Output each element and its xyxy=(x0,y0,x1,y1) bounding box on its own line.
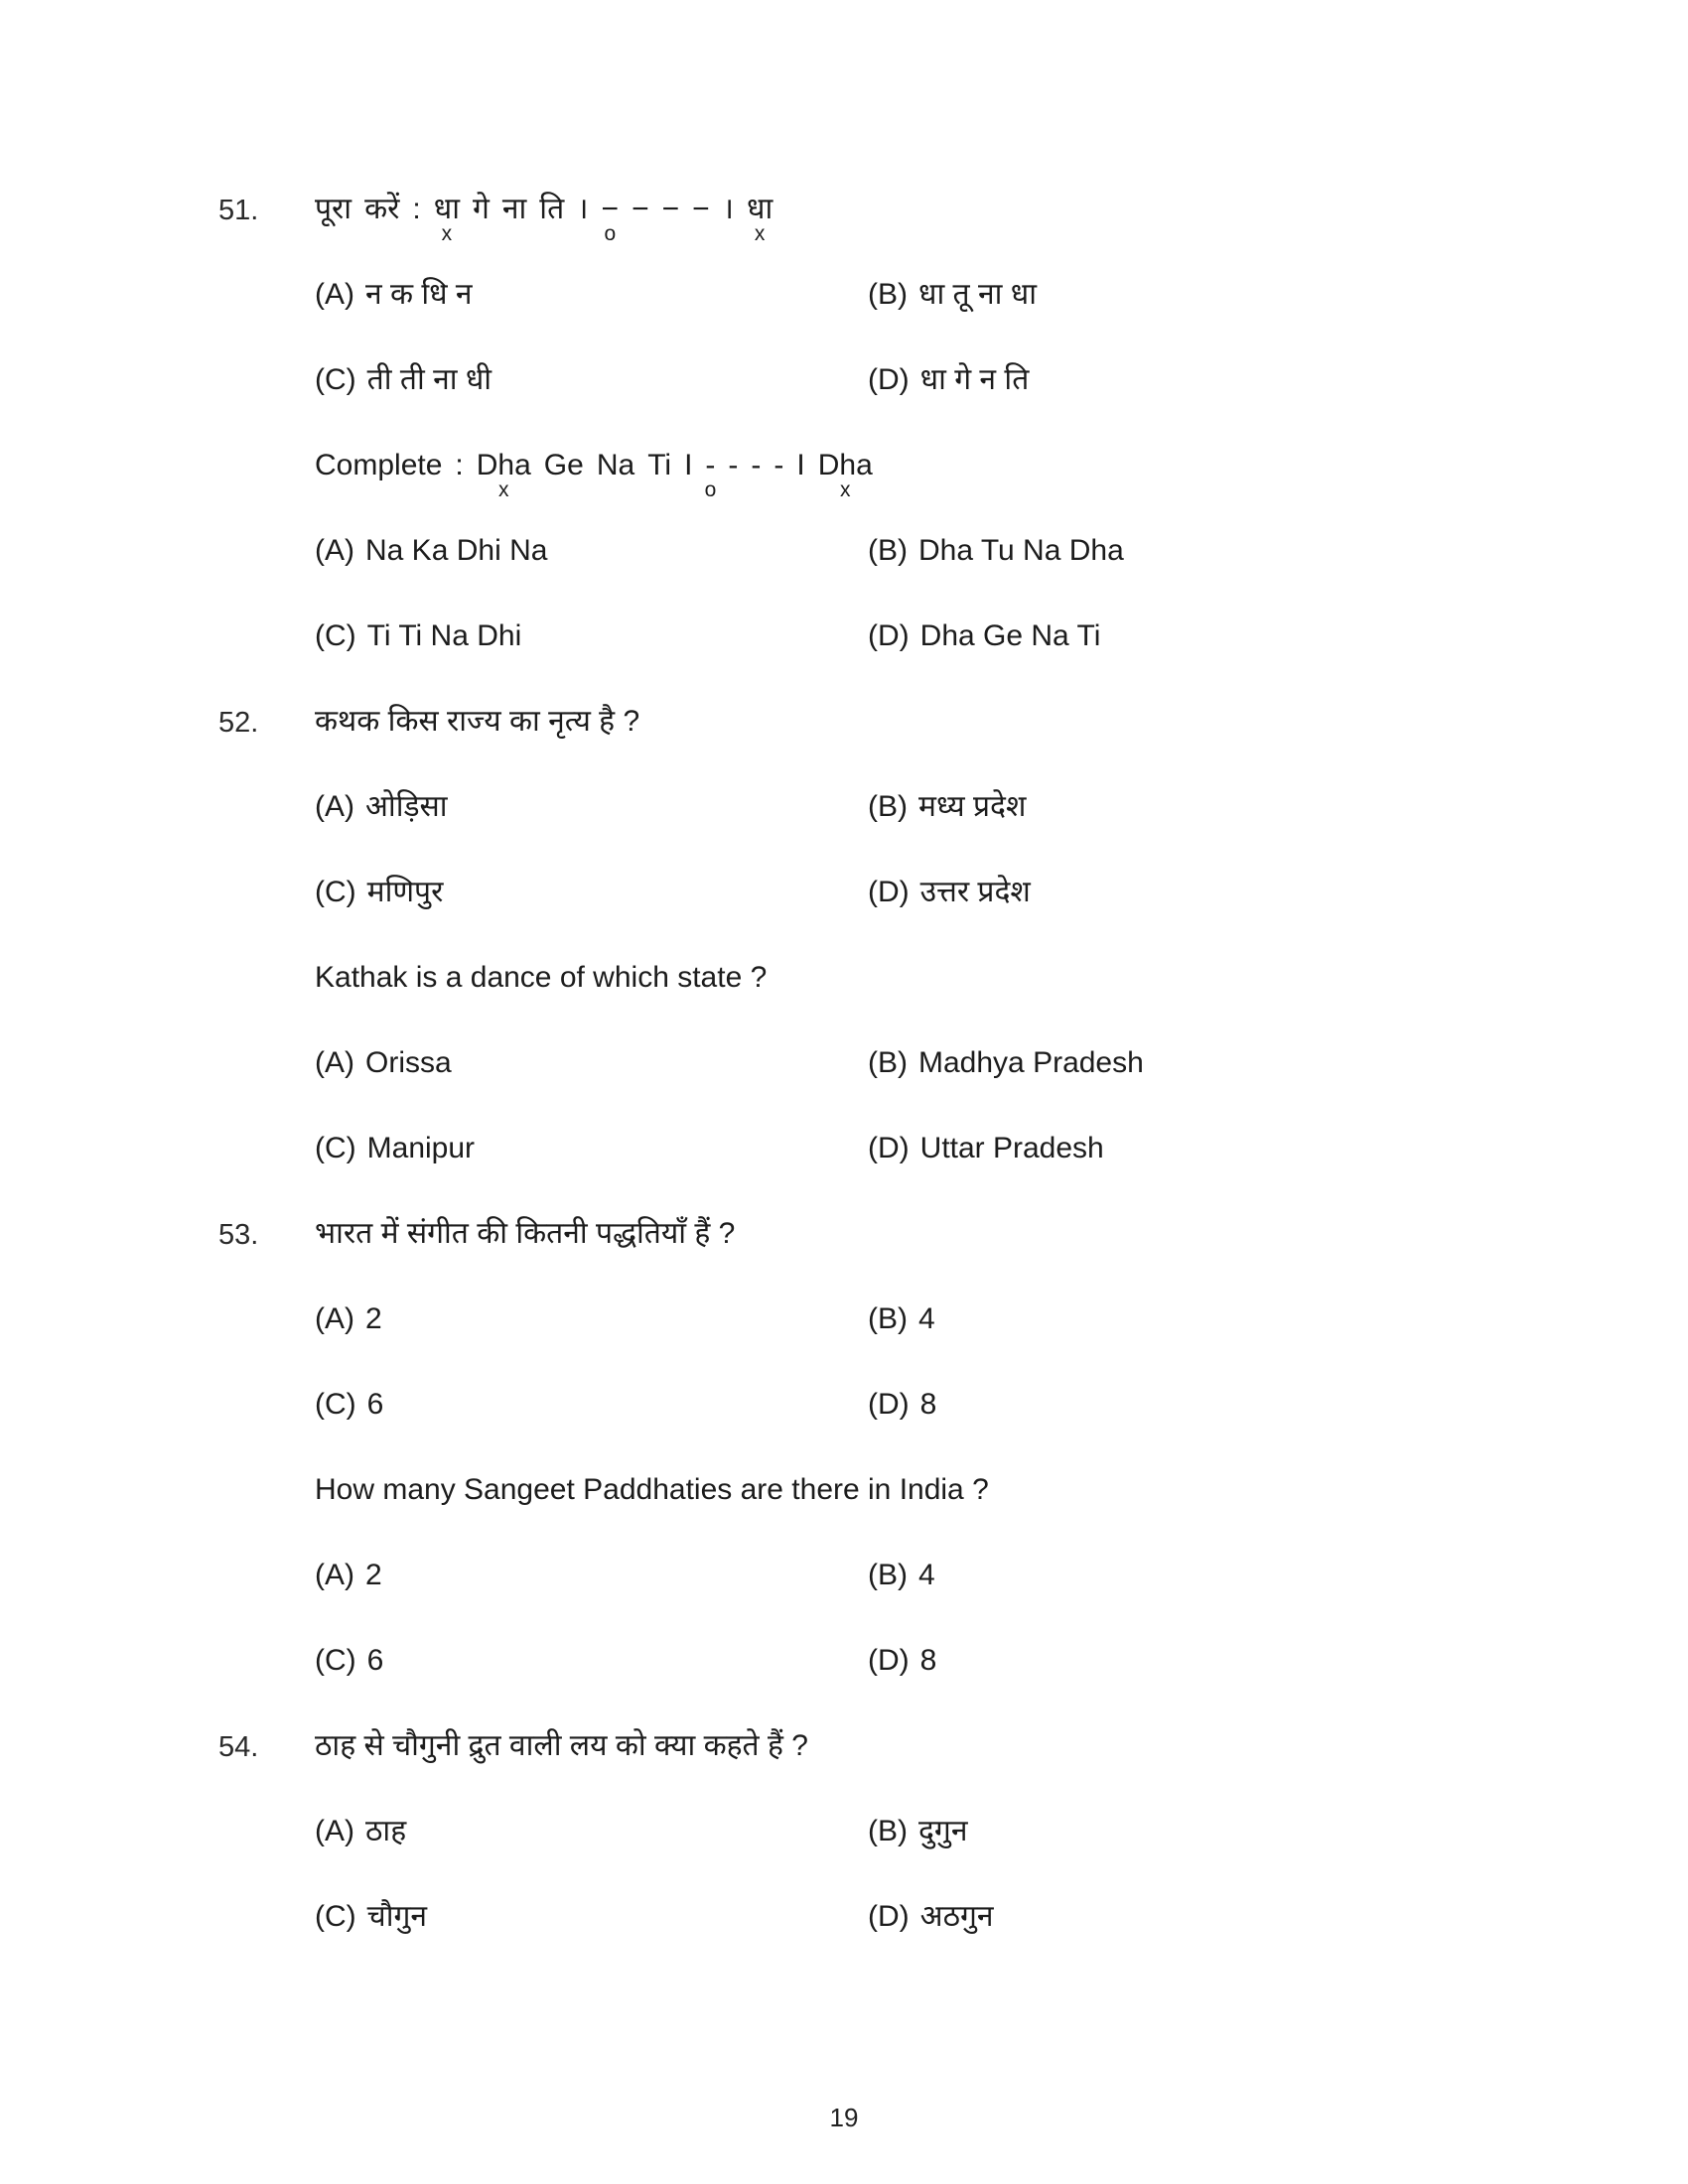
notation-token xyxy=(684,443,692,488)
option-text: धा गे न ति xyxy=(919,363,1030,396)
option-left xyxy=(315,1382,868,1428)
question-row xyxy=(218,187,1499,245)
notation-token xyxy=(473,187,490,232)
notation-main: Dha xyxy=(476,449,531,481)
option-text: न क धि न xyxy=(365,278,473,311)
notation-main: Ti xyxy=(647,449,672,481)
option-label: (C) xyxy=(315,1644,356,1677)
option-label: (D) xyxy=(868,363,910,396)
option-label: (A) xyxy=(315,278,354,311)
option-label: (C) xyxy=(315,1132,356,1164)
notation-main: Ge xyxy=(543,449,584,481)
notation-main: करें xyxy=(364,193,400,225)
question-row xyxy=(218,1723,1499,1769)
option-label: (C) xyxy=(315,619,356,652)
option-label: (B) xyxy=(868,1815,908,1847)
notation-main: धा xyxy=(433,193,460,225)
option-label: (D) xyxy=(868,876,910,908)
question-text: कथक किस राज्य का नृत्य है ? xyxy=(315,705,640,738)
option-text: ठाह xyxy=(365,1815,407,1847)
option-text: Dha Ge Na Ti xyxy=(919,619,1101,652)
notation-main: : xyxy=(412,193,421,225)
notation-token xyxy=(544,443,584,488)
notation-main: Na xyxy=(596,449,635,481)
question-number: 51. xyxy=(218,195,259,226)
option-text: Orissa xyxy=(365,1046,452,1079)
question-text: Kathak is a dance of which state ? xyxy=(315,961,768,994)
options-row xyxy=(218,1894,1499,1940)
notation-token xyxy=(747,187,774,245)
option-right xyxy=(868,1553,1499,1598)
option-right xyxy=(868,614,1499,659)
question-number: 52. xyxy=(218,707,259,739)
notation-main: I xyxy=(796,449,805,481)
option-right xyxy=(868,784,1499,830)
notation-token xyxy=(774,443,783,488)
option-label: (D) xyxy=(868,1900,910,1933)
options-row xyxy=(218,272,1499,318)
option-label: (B) xyxy=(868,1559,908,1591)
option-label: (B) xyxy=(868,534,908,567)
option-text: 6 xyxy=(366,1388,384,1421)
option-label: (C) xyxy=(315,876,356,908)
notation-main: ति xyxy=(539,193,565,225)
option-text: Ti Ti Na Dhi xyxy=(366,619,522,652)
notation-token xyxy=(412,187,420,232)
notation-sub-marker: x xyxy=(840,478,851,501)
option-label: (B) xyxy=(868,1302,908,1335)
notation-token xyxy=(632,187,649,232)
option-label: (C) xyxy=(315,363,356,396)
option-right xyxy=(868,1382,1499,1428)
question-text: भारत में संगीत की कितनी पद्धतियाँ हैं ? xyxy=(315,1217,736,1250)
question-row xyxy=(218,699,1499,745)
option-text: 6 xyxy=(366,1644,384,1677)
options-row xyxy=(218,1126,1499,1171)
option-left xyxy=(315,1894,868,1940)
option-text: 4 xyxy=(918,1559,935,1591)
options-row xyxy=(218,1297,1499,1342)
option-text: ती ती ना धी xyxy=(366,363,492,396)
notation-token xyxy=(597,443,634,488)
notation-token xyxy=(315,187,352,232)
option-left xyxy=(315,784,868,830)
notation-main: - xyxy=(705,449,716,481)
option-right xyxy=(868,528,1499,574)
option-right xyxy=(868,870,1499,915)
options-row xyxy=(218,528,1499,574)
notation-token xyxy=(692,187,710,232)
question-number: 54. xyxy=(218,1731,259,1763)
notation-token xyxy=(704,443,717,501)
question-text: How many Sangeet Paddhaties are there in India ? xyxy=(315,1473,989,1506)
option-text: दुगुन xyxy=(918,1815,968,1847)
question-rows xyxy=(218,187,1499,1979)
notation-main: Complete xyxy=(315,449,443,481)
notation-token xyxy=(817,443,873,501)
option-text: उत्तर प्रदेश xyxy=(919,876,1031,908)
option-label: (A) xyxy=(315,790,354,823)
option-right xyxy=(868,1040,1499,1086)
option-label: (C) xyxy=(315,1388,356,1421)
option-label: (C) xyxy=(315,1900,356,1933)
options-row xyxy=(218,1809,1499,1854)
option-left xyxy=(315,272,868,318)
option-label: (B) xyxy=(868,278,908,311)
option-text: ओड़िसा xyxy=(365,790,448,823)
notation-token xyxy=(577,187,588,232)
option-right xyxy=(868,1638,1499,1684)
options-row xyxy=(218,614,1499,659)
option-left xyxy=(315,1297,868,1342)
notation-token xyxy=(455,443,463,488)
option-label: (B) xyxy=(868,1046,908,1079)
option-left xyxy=(315,870,868,915)
option-text: चौगुन xyxy=(366,1900,428,1933)
option-text: धा तू ना धा xyxy=(918,278,1037,311)
option-text: अठगुन xyxy=(919,1900,994,1933)
option-right xyxy=(868,1894,1499,1940)
options-row xyxy=(218,1638,1499,1684)
notation-main: I xyxy=(684,449,693,481)
notation-main: − xyxy=(632,193,649,225)
notation-sub-marker: o xyxy=(704,478,717,501)
options-row xyxy=(218,1040,1499,1086)
notation-token xyxy=(315,443,442,488)
options-row xyxy=(218,784,1499,830)
notation-main: धा xyxy=(747,193,774,225)
option-right xyxy=(868,272,1499,318)
notation-main: − xyxy=(692,193,710,225)
notation-token xyxy=(647,443,671,488)
notation-main: Dha xyxy=(817,449,873,481)
notation-sub-marker: x xyxy=(441,222,453,245)
question-row xyxy=(218,1211,1499,1257)
option-label: (D) xyxy=(868,1132,910,1164)
option-right xyxy=(868,1297,1499,1342)
notation-main: - xyxy=(728,449,739,481)
options-row xyxy=(218,357,1499,403)
notation-main: − xyxy=(661,193,680,225)
option-text: 2 xyxy=(365,1559,382,1591)
notation-sub-marker: x xyxy=(498,478,509,501)
notation-token xyxy=(539,187,564,232)
notation-main: : xyxy=(455,449,464,481)
option-text: Uttar Pradesh xyxy=(919,1132,1104,1164)
option-left xyxy=(315,1809,868,1854)
options-row xyxy=(218,1382,1499,1428)
option-label: (A) xyxy=(315,1815,354,1847)
options-row xyxy=(218,870,1499,915)
option-text: Na Ka Dhi Na xyxy=(365,534,548,567)
option-text: Dha Tu Na Dha xyxy=(918,534,1124,567)
notation-sub-marker: o xyxy=(604,222,617,245)
notation-token xyxy=(433,187,460,245)
subquestion-row xyxy=(218,1467,1499,1513)
notation-token xyxy=(502,187,526,232)
option-text: 4 xyxy=(918,1302,935,1335)
option-label: (A) xyxy=(315,1046,354,1079)
option-text: 8 xyxy=(919,1644,937,1677)
option-right xyxy=(868,357,1499,403)
option-text: 2 xyxy=(365,1302,382,1335)
option-text: मणिपुर xyxy=(366,876,444,908)
notation-main: − xyxy=(601,193,620,225)
notation-main: - xyxy=(751,449,762,481)
notation-token xyxy=(662,187,680,232)
option-label: (B) xyxy=(868,790,908,823)
option-left xyxy=(315,528,868,574)
option-right xyxy=(868,1809,1499,1854)
option-left xyxy=(315,1126,868,1171)
notation-sub-marker: x xyxy=(754,222,766,245)
option-left xyxy=(315,357,868,403)
notation-main: गे xyxy=(472,193,490,225)
option-label: (D) xyxy=(868,1644,910,1677)
option-label: (D) xyxy=(868,1388,910,1421)
notation-main: । xyxy=(577,193,589,225)
option-left xyxy=(315,1638,868,1684)
notation-row xyxy=(218,443,1499,501)
notation-token xyxy=(364,187,399,232)
question-number: 53. xyxy=(218,1219,259,1251)
question-text: ठाह से चौगुनी द्रुत वाली लय को क्या कहते हैं ? xyxy=(315,1729,808,1762)
notation-main: पूरा xyxy=(315,193,352,225)
option-label: (A) xyxy=(315,534,354,567)
notation-token xyxy=(796,443,804,488)
option-left xyxy=(315,614,868,659)
option-right xyxy=(868,1126,1499,1171)
option-left xyxy=(315,1040,868,1086)
notation-main: - xyxy=(774,449,784,481)
notation-token xyxy=(728,443,738,488)
option-left xyxy=(315,1553,868,1598)
option-text: मध्य प्रदेश xyxy=(918,790,1027,823)
option-label: (D) xyxy=(868,619,910,652)
option-text: 8 xyxy=(919,1388,937,1421)
notation-token xyxy=(751,443,761,488)
page-number: 19 xyxy=(829,2103,859,2132)
option-text: Madhya Pradesh xyxy=(918,1046,1144,1079)
notation-token xyxy=(476,443,531,501)
notation-main: । xyxy=(722,193,735,225)
notation-main: ना xyxy=(501,193,527,225)
option-label: (A) xyxy=(315,1302,354,1335)
option-label: (A) xyxy=(315,1559,354,1591)
options-row xyxy=(218,1553,1499,1598)
option-text: Manipur xyxy=(366,1132,476,1164)
notation-token xyxy=(601,187,620,245)
notation-token xyxy=(723,187,734,232)
subquestion-row xyxy=(218,955,1499,1001)
